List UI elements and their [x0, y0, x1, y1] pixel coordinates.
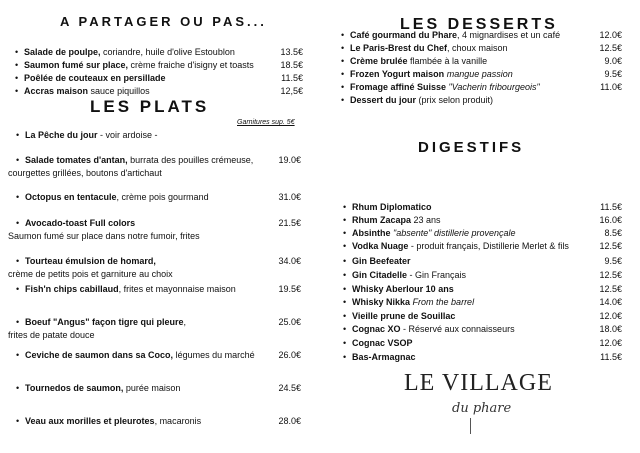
item-name: Octopus en tentacule: [25, 192, 117, 202]
menu-item: [343, 202, 432, 213]
item-name: Fromage affiné Suisse: [350, 82, 447, 92]
item-price: 31.0€: [278, 192, 301, 202]
bullet-icon: •: [15, 86, 19, 96]
menu-item: [343, 311, 455, 322]
item-desc-line2: courgettes grillées, boutons d'artichaut: [8, 168, 162, 178]
bullet-icon: •: [16, 256, 20, 266]
bullet-icon: •: [341, 69, 345, 79]
menu-item: [16, 155, 253, 166]
item-name: Saumon fumé sur place,: [24, 60, 129, 70]
item-desc-italic: "absente" distillerie provençale: [393, 228, 516, 238]
item-name: Rhum Diplomatico: [352, 202, 432, 212]
item-name: Boeuf "Angus" façon tigre qui pleure: [25, 317, 184, 327]
menu-item: [343, 324, 515, 335]
menu-item: [16, 256, 156, 267]
item-price: 9.5€: [604, 69, 622, 79]
item-desc: burrata des pouilles crémeuse,: [127, 155, 254, 165]
item-name: Poêlée de couteaux en persillade: [24, 73, 166, 83]
item-name: Vodka Nuage: [352, 241, 409, 251]
bullet-icon: •: [341, 43, 345, 53]
item-desc: coriandre, huile d'olive Estoublon: [100, 47, 235, 57]
item-name: Cognac XO: [352, 324, 401, 334]
item-desc: - voir ardoise -: [97, 130, 158, 140]
item-desc: , choux maison: [447, 43, 508, 53]
menu-item: [341, 82, 540, 93]
item-desc-italic: From the barrel: [412, 297, 475, 307]
item-name: Absinthe: [352, 228, 391, 238]
item-desc: (prix selon produit): [416, 95, 494, 105]
item-name: Cognac VSOP: [352, 338, 413, 348]
item-price: 25.0€: [278, 317, 301, 327]
item-desc-italic: mangue passion: [446, 69, 513, 79]
item-desc: 23 ans: [411, 215, 441, 225]
item-name: Whisky Aberlour 10 ans: [352, 284, 454, 294]
item-price: 11.5€: [281, 73, 303, 83]
item-price: 34.0€: [278, 256, 301, 266]
item-desc: , macaronis: [154, 416, 202, 426]
bullet-icon: •: [343, 297, 347, 307]
item-desc: , frites et mayonnaise maison: [118, 284, 236, 294]
item-price: 26.0€: [278, 350, 301, 360]
bullet-icon: •: [343, 228, 347, 238]
item-name: Salade de poulpe,: [24, 47, 101, 57]
bullet-icon: •: [343, 256, 347, 266]
menu-item: [343, 228, 516, 239]
menu-item: [343, 338, 413, 349]
item-price: 12.0€: [599, 338, 622, 348]
item-name: Tourteau émulsion de homard,: [25, 256, 156, 266]
bullet-icon: •: [343, 241, 347, 251]
item-price: 12,5€: [280, 86, 303, 96]
menu-item: [343, 284, 454, 295]
menu-item: [16, 284, 236, 295]
item-price: 19.0€: [278, 155, 301, 165]
partager-title: A PARTAGER OU PAS...: [60, 14, 267, 29]
menu-item: [16, 192, 209, 203]
item-name: Ceviche de saumon dans sa Coco,: [25, 350, 174, 360]
menu-item: [16, 130, 158, 141]
bullet-icon: •: [16, 218, 20, 228]
item-price: 12.5€: [599, 270, 622, 280]
menu-item: [16, 317, 186, 328]
item-price: 11.5€: [600, 352, 622, 362]
menu-item: [16, 383, 180, 394]
item-price: 14.0€: [599, 297, 622, 307]
logo-decoration: [470, 418, 471, 434]
item-name: Gin Beefeater: [352, 256, 411, 266]
item-price: 9.5€: [604, 256, 622, 266]
item-name: Salade tomates d'antan,: [25, 155, 128, 165]
logo-main: LE VILLAGE: [404, 370, 553, 396]
menu-item: [343, 241, 569, 252]
plats-title: LES PLATS: [90, 97, 210, 116]
menu-item: [343, 256, 411, 267]
item-name: Whisky Nikka: [352, 297, 411, 307]
item-price: 12.5€: [599, 284, 622, 294]
item-desc: purée maison: [123, 383, 181, 393]
menu-item: [16, 416, 201, 427]
bullet-icon: •: [16, 192, 20, 202]
item-price: 19.5€: [278, 284, 301, 294]
item-price: 11.0€: [600, 82, 622, 92]
item-desc: sauce piquillos: [88, 86, 150, 96]
item-name: La Pêche du jour: [25, 130, 98, 140]
item-price: 8.5€: [604, 228, 622, 238]
item-name: Avocado-toast Full colors: [25, 218, 136, 228]
bullet-icon: •: [16, 130, 20, 140]
item-desc: flambée à la vanille: [407, 56, 488, 66]
item-price: 12.5€: [599, 241, 622, 251]
item-price: 12.0€: [599, 311, 622, 321]
menu-item: [15, 86, 150, 97]
bullet-icon: •: [341, 30, 345, 40]
item-name: Fish'n chips cabillaud: [25, 284, 119, 294]
item-name: Bas-Armagnac: [352, 352, 416, 362]
menu-item: [16, 218, 135, 229]
menu-item: [343, 352, 416, 363]
item-desc-line2: frites de patate douce: [8, 330, 95, 340]
bullet-icon: •: [343, 202, 347, 212]
item-price: 16.0€: [599, 215, 622, 225]
menu-item: [15, 47, 235, 58]
item-desc: légumes du marché: [173, 350, 255, 360]
item-name: Tournedos de saumon,: [25, 383, 124, 393]
item-desc: crème fraiche d'isigny et toasts: [128, 60, 254, 70]
item-price: 18.5€: [280, 60, 303, 70]
menu-item: [341, 43, 508, 54]
item-price: 9.0€: [604, 56, 622, 66]
item-desc: - Gin Français: [407, 270, 467, 280]
menu-item: [341, 30, 560, 41]
menu-item: [343, 215, 441, 226]
item-name: Accras maison: [24, 86, 89, 96]
menu-item: [341, 69, 513, 80]
garnitures-note: Garnitures sup. 5€: [237, 119, 295, 126]
bullet-icon: •: [343, 352, 347, 362]
item-desc-italic: "Vacherin fribourgeois": [448, 82, 540, 92]
item-desc: - produit français, Distillerie Merlet & fils: [408, 241, 569, 251]
bullet-icon: •: [343, 338, 347, 348]
bullet-icon: •: [16, 350, 20, 360]
bullet-icon: •: [343, 324, 347, 334]
item-name: Crème brulée: [350, 56, 408, 66]
logo-sub: du phare: [452, 401, 512, 416]
bullet-icon: •: [16, 383, 20, 393]
bullet-icon: •: [341, 56, 345, 66]
bullet-icon: •: [16, 284, 20, 294]
menu-item: [15, 73, 166, 84]
item-price: 13.5€: [280, 47, 303, 57]
item-desc: ,: [183, 317, 187, 327]
item-name: Le Paris-Brest du Chef: [350, 43, 448, 53]
menu-item: [343, 270, 466, 281]
bullet-icon: •: [343, 270, 347, 280]
item-name: Café gourmand du Phare: [350, 30, 458, 40]
item-price: 12.0€: [599, 30, 622, 40]
item-name: Dessert du jour: [350, 95, 417, 105]
digestifs-title: DIGESTIFS: [418, 139, 525, 156]
item-price: 11.5€: [600, 202, 622, 212]
bullet-icon: •: [16, 155, 20, 165]
bullet-icon: •: [343, 215, 347, 225]
item-price: 12.5€: [599, 43, 622, 53]
menu-item: [16, 350, 255, 361]
item-price: 24.5€: [278, 383, 301, 393]
item-name: Gin Citadelle: [352, 270, 408, 280]
item-desc: - Réservé aux connaisseurs: [400, 324, 515, 334]
item-desc-line2: crème de petits pois et garniture au choix: [8, 269, 173, 279]
bullet-icon: •: [341, 82, 345, 92]
menu-item: [341, 56, 487, 67]
item-price: 21.5€: [278, 218, 301, 228]
menu-item: [341, 95, 493, 106]
item-price: 18.0€: [599, 324, 622, 334]
item-name: Veau aux morilles et pleurotes: [25, 416, 155, 426]
bullet-icon: •: [16, 416, 20, 426]
item-desc-line2: Saumon fumé sur place dans notre fumoir, frites: [8, 231, 200, 241]
menu-item: [15, 60, 254, 71]
item-name: Frozen Yogurt maison: [350, 69, 445, 79]
bullet-icon: •: [343, 311, 347, 321]
menu-item: [343, 297, 474, 308]
desserts-title: LES DESSERTS: [400, 16, 558, 33]
item-desc: , 4 mignardises et un café: [457, 30, 561, 40]
bullet-icon: •: [16, 317, 20, 327]
bullet-icon: •: [15, 60, 19, 70]
item-name: Vieille prune de Souillac: [352, 311, 456, 321]
bullet-icon: •: [15, 73, 19, 83]
bullet-icon: •: [343, 284, 347, 294]
item-desc: , crème pois gourmand: [116, 192, 209, 202]
bullet-icon: •: [341, 95, 345, 105]
bullet-icon: •: [15, 47, 19, 57]
item-name: Rhum Zacapa: [352, 215, 412, 225]
item-price: 28.0€: [278, 416, 301, 426]
